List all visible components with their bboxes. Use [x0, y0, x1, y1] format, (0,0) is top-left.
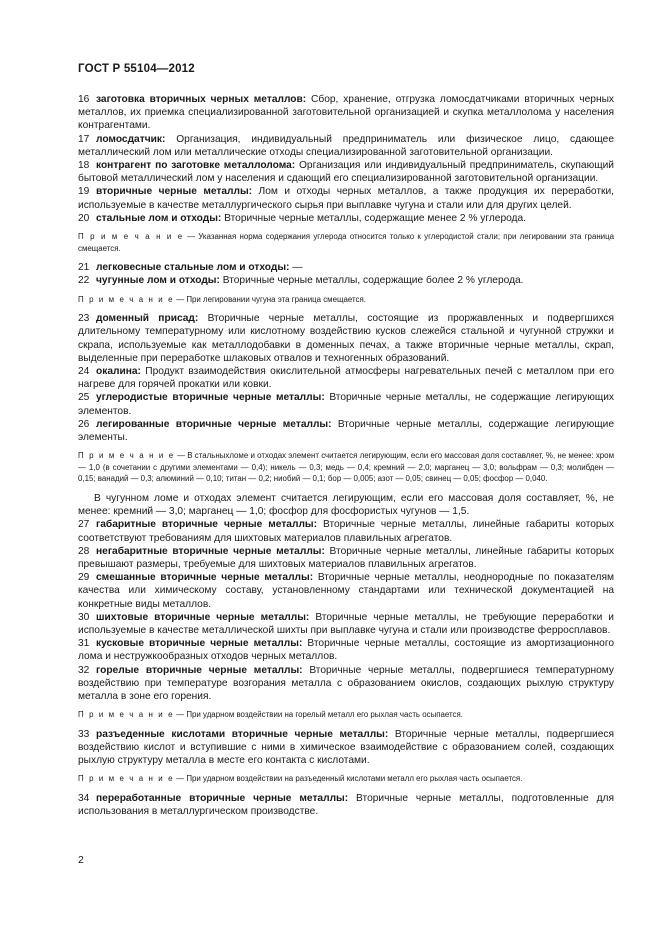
note-label: П р и м е ч а н и е [78, 451, 175, 461]
term-title: разъеденные кислотами вторичные черные металлы: [96, 728, 389, 740]
note [78, 709, 614, 721]
term-title: окалина: [96, 366, 141, 378]
note-text: — При ударном воздействии на разъеденный кислотами металл его рыхлая часть осыпается. [174, 774, 523, 784]
term-number: 31 [78, 638, 90, 650]
term-number: 33 [78, 728, 90, 740]
term-title: легковесные стальные лом и отходы: [96, 262, 290, 274]
document-body [78, 93, 614, 818]
term-number: 26 [78, 418, 90, 430]
term-entry [78, 365, 614, 391]
term-title: стальные лом и отходы: [96, 212, 222, 224]
term-number: 29 [78, 572, 90, 584]
note-text: — В стальныхломе и отходах элемент считается легирующим, если его массовая доля составляет, %, не менее: хром — 1,0 (в сочетании с другими элементами — 0,4); никель — 0,3; медь — 0,4; кремний — 2,0; марганец — 3,0; вольфрам — 0,3; молибден — 0,15; ванадий — 0,3; алюминий — 0,10; титан — 0,2; ниобий — 0,1; бор — 0,005; азот — 0,05; свинец — 0,05; фосфор — 0,040. [78, 451, 614, 484]
term-number: 21 [78, 262, 90, 274]
note-label: П р и м е ч а н и е [78, 232, 184, 242]
term-number: 23 [78, 313, 90, 325]
note-label: П р и м е ч а н и е [78, 294, 175, 304]
term-entry [78, 664, 614, 704]
term-number: 27 [78, 519, 90, 531]
term-title: негабаритные вторичные черные металлы: [96, 545, 325, 557]
term-entry [78, 93, 614, 133]
term-definition: Сбор, хранение, отгрузка ломосдатчиками вторичных черных металлов, их приемка специализированной заготовительной организацией и скупка металлолома у населения контрагентами. [78, 94, 614, 132]
note-text: — При легировании чугуна эта граница смещается. [174, 294, 366, 304]
note-label: П р и м е ч а н и е [78, 710, 175, 720]
term-entry [78, 518, 614, 544]
term-title: кусковые вторичные черные металлы: [96, 638, 303, 650]
term-entry [78, 637, 614, 663]
term-entry [78, 571, 614, 611]
note [78, 294, 614, 306]
term-entry [78, 545, 614, 571]
term-number: 16 [78, 94, 90, 105]
note-text: — Указанная норма содержания углерода относится только к углеродистой стали; при легировании эта граница смещается. [78, 232, 614, 253]
term-title: доменный присад: [96, 313, 199, 325]
term-number: 32 [78, 664, 90, 676]
term-definition: Лом и отходы черных металлов, а также продукция их переработки, используемые в качестве металлургического сырья при выплавке чугуна и стали или для других целей. [78, 186, 614, 211]
page-number: 2 [78, 854, 84, 866]
term-definition: Вторичные черные металлы, состоящие из амортизационного лома и нестружкообразных отходов черных металлов. [78, 638, 614, 663]
term-definition: Вторичные черные металлы, линейные габариты которых превышают размеры, требуемые для шихтовых материалов плавильных агрегатов. [78, 545, 614, 571]
term-title: горелые вторичные черные металлы: [96, 664, 303, 676]
term-title: заготовка вторичных черных металлов: [96, 94, 307, 105]
term-entry [78, 133, 614, 159]
term-definition: Вторичные черные металлы, неоднородные по показателям качества или химическому составу, установленному стандартами или технической документацией на конкретные виды металлов. [78, 572, 614, 610]
term-entry [78, 728, 614, 768]
term-title: углеродистые вторичные черные металлы: [96, 392, 325, 404]
term-title: контрагент по заготовке металлолома: [96, 160, 296, 172]
term-number: 25 [78, 392, 90, 404]
term-title: вторичные черные металлы: [96, 186, 253, 198]
term-entry [78, 261, 614, 274]
note [78, 450, 614, 485]
note-label: П р и м е ч а н и е [78, 774, 175, 784]
term-entry [78, 159, 614, 185]
term-number: 19 [78, 186, 90, 198]
term-title: переработанные вторичные черные металлы: [96, 793, 349, 805]
term-definition: Вторичные черные металлы, подготовленные для использования в металлургическом производстве. [78, 793, 614, 818]
term-definition: Вторичные черные металлы, не содержащие легирующих элементов. [78, 392, 614, 417]
term-number: 24 [78, 366, 90, 378]
term-definition: Вторичные черные металлы, содержащие легирующие элементы. [78, 418, 614, 444]
term-definition: Вторичные черные металлы, не требующие переработки и используемые в качестве металлической шихты при выплавке чугуна и стали или производстве ферросплавов. [78, 611, 614, 637]
term-entry [78, 274, 614, 287]
paragraph: В чугунном ломе и отходах элемент считается легирующим, если его массовая доля составляет, %, не менее: кремний — 3,0; марганец — 1,0; фосфор для фосфористых чугунов — 1,5. [78, 493, 614, 518]
note-text: — При ударном воздействии на горелый металл его рыхлая часть осыпается. [174, 710, 463, 720]
term-title: ломосдатчик: [96, 133, 166, 145]
term-definition: Вторичные черные металлы, состоящие из проржавленных и подвергшихся длительному температурному или кислотному воздействию кусков слежейся стальной и чугунной стружки и скрапа, используемые как металлодобавки в доменных печах, а также вторичные черные металлы, скрап, выделенные при переработке шлаковых отвалов и техногенных образований. [78, 313, 615, 364]
term-number: 30 [78, 611, 90, 623]
term-number: 34 [78, 793, 90, 805]
term-definition: Вторичные черные металлы, подвергшиеся температурному воздействию при температуре возгорания металла с образованием окислов, создающих рыхлую структуру металла в зоне его горения. [78, 664, 614, 703]
term-definition: Вторичные черные металлы, подвергшиеся воздействию кислот и вступившие с ними в химическое взаимодействие с образованием солей, создающих рыхлую структуру металла в месте его контакта с кислотами. [78, 728, 614, 767]
term-definition: Организация, индивидуальный предприниматель или физическое лицо, сдающее металлический лом или металлические отходы специализированной заготовительной организации. [78, 133, 614, 158]
term-definition: Вторичные черные металлы, содержащие менее 2 % углерода. [221, 212, 526, 224]
note [78, 773, 614, 785]
term-title: шихтовые вторичные черные металлы: [96, 611, 310, 623]
term-entry [78, 391, 614, 417]
term-entry [78, 212, 614, 225]
term-number: 28 [78, 545, 90, 557]
term-entry [78, 611, 614, 637]
term-title: смешанные вторичные черные металлы: [96, 572, 314, 584]
note [78, 231, 614, 254]
term-definition: Вторичные черные металлы, линейные габариты которых соответствуют требованиям для шихтовых материалов плавильных агрегатов. [78, 519, 615, 544]
term-title: легированные вторичные черные металлы: [96, 418, 332, 430]
term-entry [78, 792, 614, 818]
term-entry [78, 185, 614, 211]
term-number: 17 [78, 133, 90, 145]
term-title: габаритные вторичные черные металлы: [96, 519, 318, 531]
term-definition: — [289, 262, 303, 274]
term-number: 18 [78, 160, 90, 172]
term-title: чугунные лом и отходы: [96, 275, 220, 287]
page-header: ГОСТ Р 55104—2012 [78, 63, 195, 75]
term-entry [78, 312, 614, 365]
term-number: 22 [78, 275, 90, 287]
term-definition: Организация или индивидуальный предприниматель, скупающий бытовой металлический лом у населения и сдающий его специализированной заготовительной организации. [78, 160, 614, 185]
term-entry [78, 418, 614, 444]
term-definition: Вторичные черные металлы, содержащие более 2 % углерода. [219, 275, 524, 287]
term-number: 20 [78, 212, 90, 224]
term-definition: Продукт взаимодействия окислительной атмосферы нагревательных печей с металлом при его нагреве для горячей прокатки или ковки. [78, 366, 614, 391]
